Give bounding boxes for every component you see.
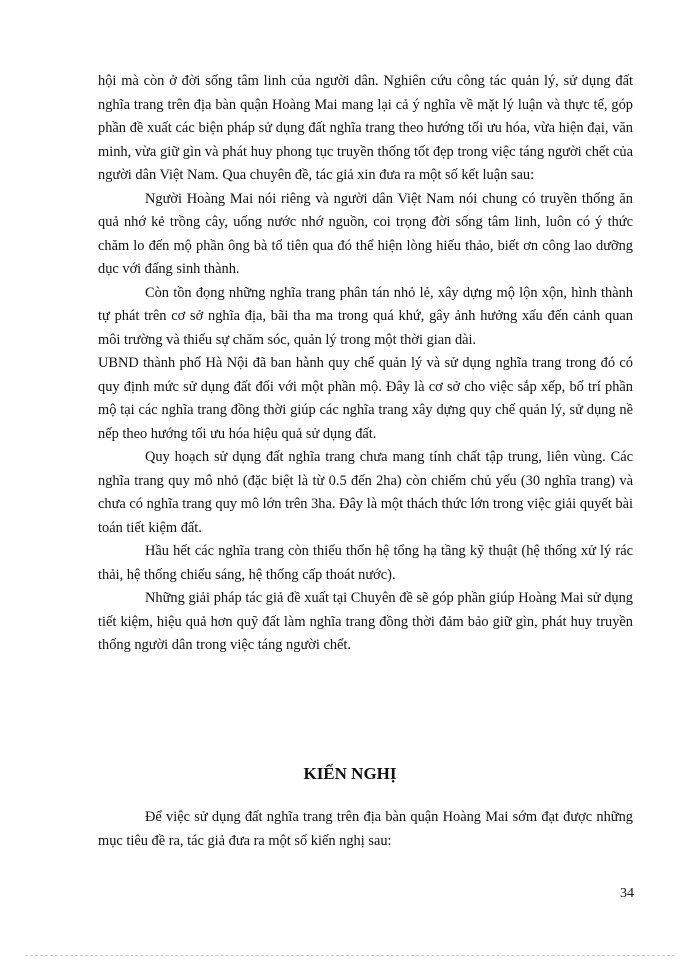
conclusion-body [98, 70, 633, 658]
paragraph-solutions: Những giải pháp tác giả đề xuất tại Chuyên đề sẽ góp phần giúp Hoàng Mai sử dụng tiết kiệm, hiệu quả hơn quỹ đất làm nghĩa trang đồng thời đảm bảo giữ gìn, phát huy truyền thống người dân trong việc táng người chết. [98, 590, 633, 653]
paragraph-regulation: UBND thành phố Hà Nội đã ban hành quy chế quản lý và sử dụng nghĩa trang trong đó có quy định mức sử dụng đất đối với một phần mộ. Đây là cơ sở cho việc sắp xếp, bố trí phần mộ tại các nghĩa trang đồng thời giúp các nghĩa trang xây dựng quy chế quản lý, sử dụng nề nếp theo hướng tối ưu hóa hiệu quả sử dụng đất. [98, 355, 633, 442]
page-bottom-divider [25, 955, 675, 956]
paragraph-scattered-cemeteries: Còn tồn đọng những nghĩa trang phân tán nhỏ lẻ, xây dựng mộ lộn xộn, hình thành tự phát trên cơ sở nghĩa địa, bãi tha ma trong quá khứ, gây ảnh hưởng xấu đến cảnh quan môi trường và thiếu sự chăm sóc, quản lý trong một thời gian dài. [98, 284, 633, 348]
paragraph-planning: Quy hoạch sử dụng đất nghĩa trang chưa mang tính chất tập trung, liên vùng. Các nghĩa trang quy mô nhỏ (đặc biệt là từ 0.5 đến 2ha) còn chiếm chủ yếu (30 nghĩa trang) và chưa có nghĩa trang quy mô lớn trên 3ha. Đây là một thách thức lớn trong việc giải quyết bài toán tiết kiệm đất. [98, 449, 633, 536]
paragraph-infrastructure: Hầu hết các nghĩa trang còn thiếu thốn hệ tổng hạ tầng kỹ thuật (hệ thống xử lý rác thải, hệ thống chiếu sáng, hệ thống cấp thoát nước). [98, 543, 633, 583]
paragraph-continuation: hội mà còn ở đời sống tâm linh của người dân. Nghiên cứu công tác quản lý, sử dụng đất nghĩa trang trên địa bàn quận Hoàng Mai mang lại cả ý nghĩa về mặt lý luận và thực tế, góp phần đề xuất các biện pháp sử dụng đất nghĩa trang theo hướng tối ưu hóa, vừa hiện đại, văn minh, vừa giữ gìn và phát huy phong tục truyền thống tốt đẹp trong việc táng người chết của người dân Việt Nam. Qua chuyên đề, tác giả xin đưa ra một số kết luận sau: [98, 73, 633, 183]
paragraph-recommendation-intro: Để việc sử dụng đất nghĩa trang trên địa bàn quận Hoàng Mai sớm đạt được những mục tiêu đề ra, tác giả đưa ra một số kiến nghị sau: [98, 809, 633, 849]
paragraph-tradition: Người Hoàng Mai nói riêng và người dân Việt Nam nói chung có truyền thống ăn quả nhớ kẻ trồng cây, uống nước nhớ nguồn, coi trọng đời sống tâm linh, luôn có ý thức chăm lo đến mộ phần ông bà tổ tiên qua đó thể hiện lòng hiếu thảo, biết ơn công lao dưỡng dục với đấng sinh thành. [98, 190, 633, 277]
section-heading: KIẾN NGHỊ [303, 764, 397, 783]
recommendation-body [98, 806, 633, 853]
page-number: 34 [620, 886, 634, 901]
